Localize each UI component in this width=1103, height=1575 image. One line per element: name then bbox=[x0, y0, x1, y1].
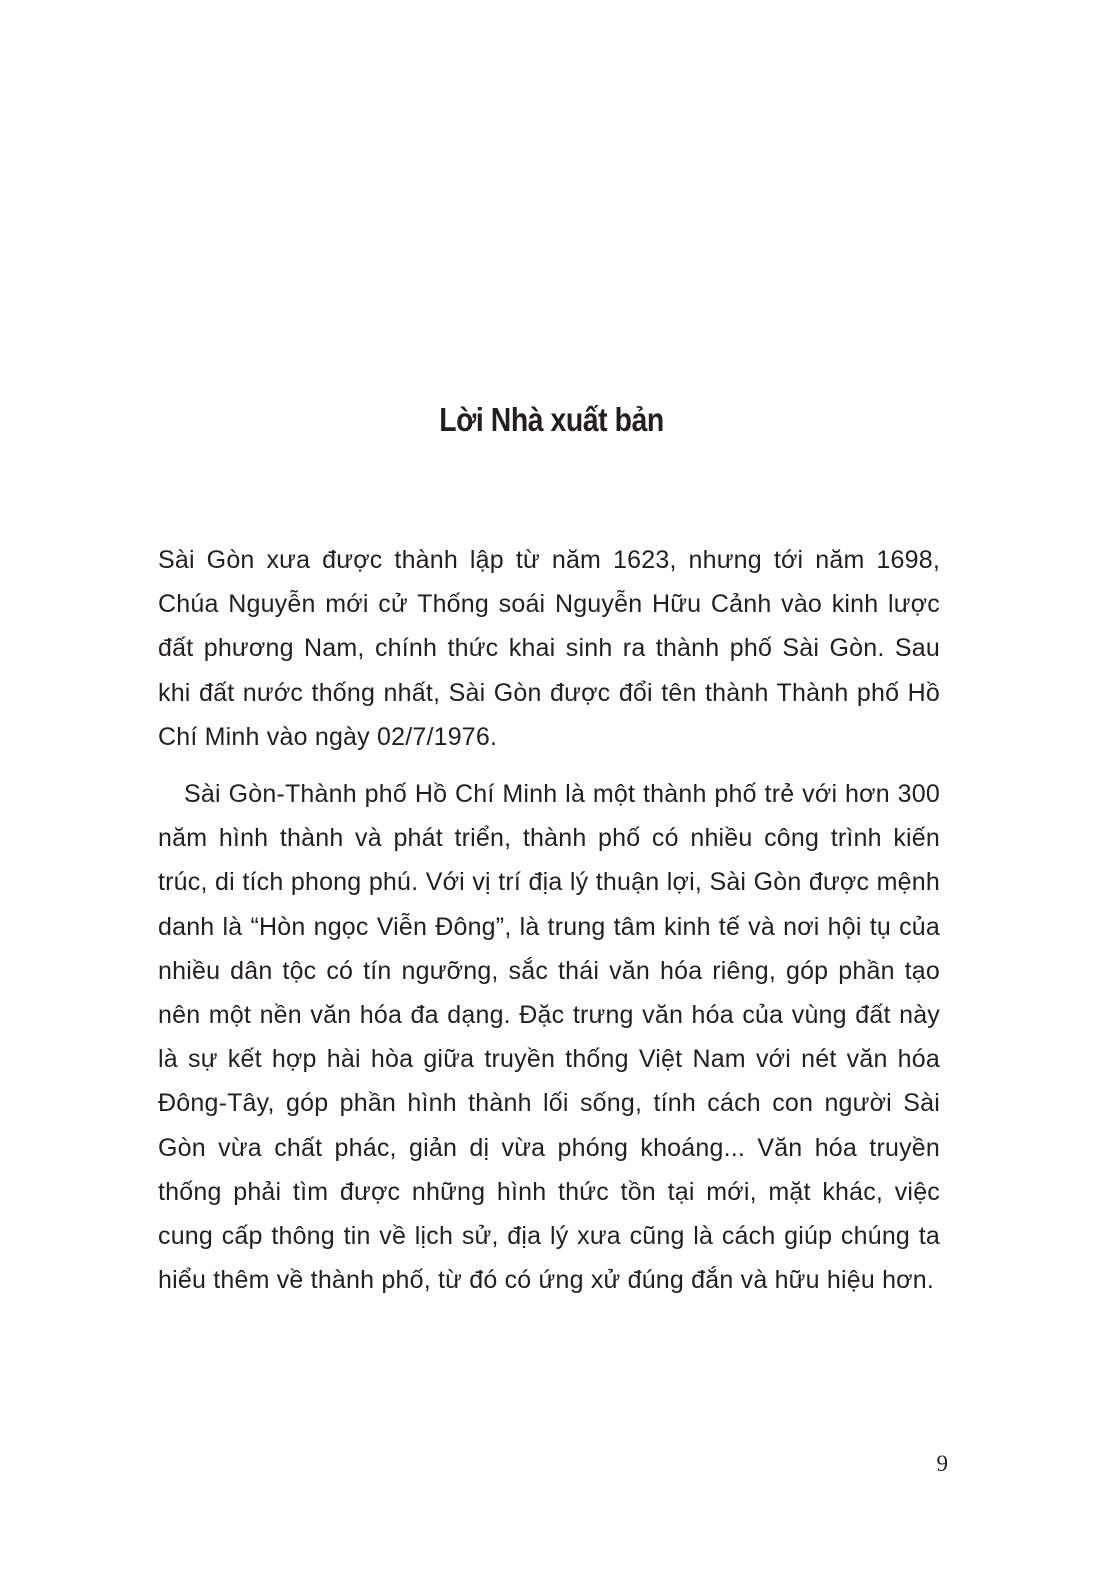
paragraph-1: Sài Gòn xưa được thành lập từ năm 1623, nhưng tới năm 1698, Chúa Nguyễn mới cử Thống soái Nguyễn Hữu Cảnh vào kinh lược đất phương Nam, chính thức khai sinh ra thành phố Sài Gòn. Sau khi đất nước thống nhất, Sài Gòn được đổi tên thành Thành phố Hồ Chí Minh vào ngày 02/7/1976. bbox=[158, 546, 940, 751]
page-number: 9 bbox=[936, 1451, 948, 1476]
page-title: Lời Nhà xuất bản bbox=[439, 401, 664, 438]
body-text bbox=[158, 538, 940, 1302]
paragraph-2: Sài Gòn-Thành phố Hồ Chí Minh là một thành phố trẻ với hơn 300 năm hình thành và phát triển, thành phố có nhiều công trình kiến trúc, di tích phong phú. Với vị trí địa lý thuận lợi, Sài Gòn được mệnh danh là “Hòn ngọc Viễn Đông”, là trung tâm kinh tế và nơi hội tụ của nhiều dân tộc có tín ngưỡng, sắc thái văn hóa riêng, góp phần tạo nên một nền văn hóa đa dạng. Đặc trưng văn hóa của vùng đất này là sự kết hợp hài hòa giữa truyền thống Việt Nam với nét văn hóa Đông-Tây, góp phần hình thành lối sống, tính cách con người Sài Gòn vừa chất phác, giản dị vừa phóng khoáng... Văn hóa truyền thống phải tìm được những hình thức tồn tại mới, mặt khác, việc cung cấp thông tin về lịch sử, địa lý xưa cũng là cách giúp chúng ta hiểu thêm về thành phố, từ đó có ứng xử đúng đắn và hữu hiệu hơn. bbox=[158, 780, 940, 1295]
